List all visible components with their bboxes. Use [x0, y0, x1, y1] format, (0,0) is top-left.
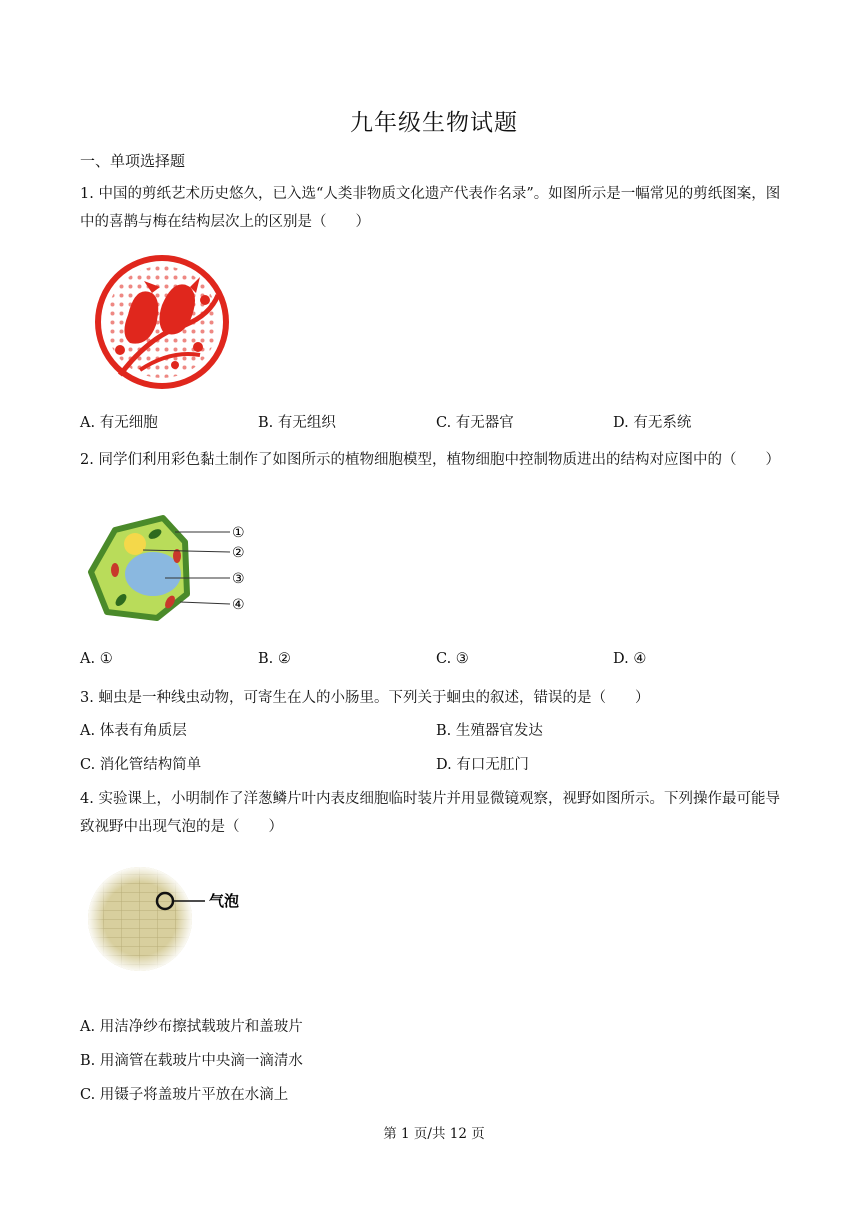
cell-label-3: ③ — [232, 571, 245, 587]
q2-option-c[interactable]: C. ③ — [436, 651, 469, 667]
question-4-stem: 4. 实验课上，小明制作了洋葱鳞片叶内表皮细胞临时装片并用显微镜观察，视野如图所示。下列操作最可能导致视野中出现气泡的是（ ） — [80, 791, 780, 835]
q3-option-c[interactable]: C. 消化管结构简单 — [80, 757, 202, 773]
plant-cell-figure — [85, 512, 255, 627]
q3-option-a[interactable]: A. 体表有角质层 — [80, 723, 187, 739]
question-3-stem: 3. 蛔虫是一种线虫动物，可寄生在人的小肠里。下列关于蛔虫的叙述，错误的是（ ） — [80, 690, 650, 706]
cell-label-1: ① — [232, 525, 245, 541]
papercut-figure — [90, 255, 235, 390]
question-1-stem: 1. 中国的剪纸艺术历史悠久，已入选“人类非物质文化遗产代表作名录”。如图所示是一幅常见的剪纸图案，图中的喜鹊与梅在结构层次上的区别是（ ） — [80, 186, 781, 230]
bubble-label: 气泡 — [209, 892, 240, 910]
q2-option-b[interactable]: B. ② — [258, 651, 291, 667]
section-heading: 一、单项选择题 — [80, 152, 186, 170]
page-title: 九年级生物试题 — [350, 110, 518, 136]
q4-option-a[interactable]: A. 用洁净纱布擦拭载玻片和盖玻片 — [80, 1019, 303, 1035]
q4-option-c[interactable]: C. 用镊子将盖玻片平放在水滴上 — [80, 1087, 289, 1103]
q1-option-b[interactable]: B. 有无组织 — [258, 415, 336, 431]
q1-option-d[interactable]: D. 有无系统 — [613, 415, 692, 431]
q2-option-a[interactable]: A. ① — [80, 651, 113, 667]
q3-option-d[interactable]: D. 有口无肛门 — [436, 757, 529, 773]
page-footer: 第 1 页/共 12 页 — [383, 1126, 485, 1142]
q2-option-d[interactable]: D. ④ — [613, 651, 647, 667]
q3-option-b[interactable]: B. 生殖器官发达 — [436, 723, 543, 739]
question-2-stem: 2. 同学们利用彩色黏土制作了如图所示的植物细胞模型，植物细胞中控制物质进出的结构对应图中的（ ） — [80, 452, 780, 468]
microscope-view-figure — [85, 865, 255, 975]
q1-option-a[interactable]: A. 有无细胞 — [80, 415, 158, 431]
cell-label-4: ④ — [232, 597, 245, 613]
cell-label-2: ② — [232, 545, 245, 561]
q4-option-b[interactable]: B. 用滴管在载玻片中央滴一滴清水 — [80, 1053, 303, 1069]
q1-option-c[interactable]: C. 有无器官 — [436, 415, 514, 431]
